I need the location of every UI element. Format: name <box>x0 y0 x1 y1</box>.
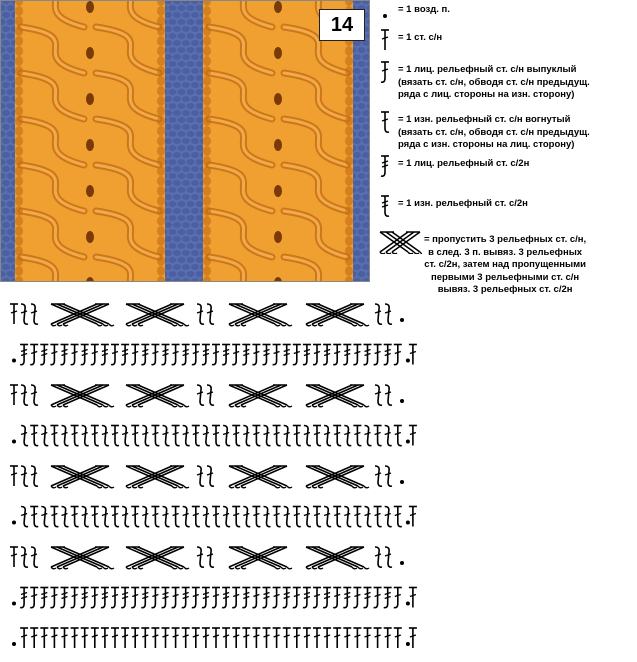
front-post-double-crochet-icon <box>131 345 139 365</box>
front-post-half-double-icon <box>242 345 250 365</box>
pattern-number: 14 <box>319 9 365 41</box>
cable-cross-icon <box>51 385 114 407</box>
chain-icon <box>12 521 16 525</box>
back-post-hook-icon <box>385 547 392 567</box>
back-post-hook-icon <box>62 507 69 527</box>
back-post-hook-icon <box>207 547 214 567</box>
back-post-double-crochet-icon <box>71 507 79 527</box>
double-crochet-icon <box>212 628 220 648</box>
cable-cross-icon <box>229 304 292 326</box>
back-post-double-crochet-icon <box>50 426 58 446</box>
front-post-double-crochet-icon <box>151 345 159 365</box>
back-post-hook-icon <box>21 304 28 324</box>
double-crochet-icon <box>30 628 38 648</box>
double-crochet-icon <box>378 26 392 52</box>
double-crochet-icon <box>394 628 402 648</box>
back-post-hook-icon <box>284 507 291 527</box>
front-post-half-double-icon <box>242 588 250 608</box>
legend-text: = 1 возд. п. <box>398 4 450 15</box>
back-post-hook-icon <box>375 466 382 486</box>
cable-cross-icon <box>306 385 369 407</box>
legend-text: = 1 ст. с/н <box>398 32 443 43</box>
front-post-half-double-icon <box>61 345 69 365</box>
front-post-double-crochet-icon <box>252 345 260 365</box>
back-post-hook-icon <box>183 507 190 527</box>
chain-icon <box>12 642 16 646</box>
front-post-double-crochet-icon <box>273 345 281 365</box>
back-post-hook-icon <box>203 507 210 527</box>
back-post-hook-icon <box>385 466 392 486</box>
back-post-double-crochet-icon <box>374 507 382 527</box>
back-post-double-crochet-icon <box>111 426 119 446</box>
double-crochet-icon <box>10 304 18 324</box>
back-post-double-crochet-icon <box>172 426 180 446</box>
front-post-half-double-icon <box>40 588 48 608</box>
back-post-double-crochet-icon <box>313 426 321 446</box>
front-post-half-double-icon <box>101 345 109 365</box>
double-crochet-icon <box>141 628 149 648</box>
back-post-hook-icon <box>82 426 89 446</box>
chain-icon <box>406 359 410 363</box>
front-post-double-crochet-icon <box>172 588 180 608</box>
back-post-hook-icon <box>264 426 271 446</box>
chain-icon <box>12 359 16 363</box>
back-post-hook-icon <box>122 426 129 446</box>
front-post-half-double-icon <box>81 345 89 365</box>
double-crochet-icon <box>162 628 170 648</box>
front-post-double-crochet-icon <box>50 345 58 365</box>
double-crochet-icon <box>111 628 119 648</box>
back-post-hook-icon <box>163 507 170 527</box>
back-post-hook-icon <box>304 426 311 446</box>
front-post-double-crochet-icon <box>252 588 260 608</box>
front-post-half-double-icon <box>121 345 129 365</box>
chain-icon <box>406 440 410 444</box>
back-post-double-crochet-icon <box>273 426 281 446</box>
front-post-double-crochet-icon <box>313 345 321 365</box>
back-post-hook-icon <box>385 304 392 324</box>
back-post-hook-icon <box>21 466 28 486</box>
front-post-half-double-icon <box>323 588 331 608</box>
front-post-double-crochet-icon <box>232 588 240 608</box>
back-post-double-crochet-icon <box>50 507 58 527</box>
double-crochet-icon <box>263 628 271 648</box>
front-post-double-crochet-icon <box>293 345 301 365</box>
back-post-double-crochet-icon <box>313 507 321 527</box>
double-crochet-icon <box>353 628 361 648</box>
cable-cross-icon <box>306 547 369 569</box>
cable-cross-icon <box>229 547 292 569</box>
back-post-double-crochet-icon <box>333 426 341 446</box>
back-post-hook-icon <box>385 426 392 446</box>
back-post-double-crochet-icon <box>394 426 402 446</box>
double-crochet-icon <box>232 628 240 648</box>
back-post-double-crochet-icon <box>192 507 200 527</box>
double-crochet-icon <box>50 628 58 648</box>
back-post-double-crochet-icon <box>192 426 200 446</box>
double-crochet-icon <box>61 628 69 648</box>
back-post-hook-icon <box>385 385 392 405</box>
back-post-hook-icon <box>365 426 372 446</box>
double-crochet-icon <box>182 628 190 648</box>
back-post-double-crochet-icon <box>30 507 38 527</box>
front-post-half-double-icon <box>202 345 210 365</box>
chain-icon <box>378 0 392 22</box>
cable-cross-icon <box>306 466 369 488</box>
cable-cross-icon <box>378 228 422 254</box>
back-post-hook-icon <box>183 426 190 446</box>
back-post-double-crochet-icon <box>374 426 382 446</box>
front-post-double-crochet-icon <box>71 588 79 608</box>
front-post-half-double-icon <box>263 345 271 365</box>
back-post-hook-icon <box>41 426 48 446</box>
double-crochet-icon <box>283 628 291 648</box>
back-post-hook-icon <box>207 304 214 324</box>
back-post-double-crochet-icon <box>172 507 180 527</box>
chain-icon <box>12 602 16 606</box>
double-crochet-icon <box>10 385 18 405</box>
back-post-double-crochet-icon <box>91 426 99 446</box>
front-post-double-crochet-icon <box>374 345 382 365</box>
cable-cross-icon <box>126 304 189 326</box>
front-post-half-double-icon <box>343 345 351 365</box>
double-crochet-icon <box>192 628 200 648</box>
back-post-hook-icon <box>324 426 331 446</box>
chain-icon <box>406 521 410 525</box>
front-post-double-crochet-icon <box>378 58 392 84</box>
front-post-half-double-icon <box>323 345 331 365</box>
front-post-double-crochet-icon <box>111 588 119 608</box>
double-crochet-icon <box>131 628 139 648</box>
double-crochet-icon <box>293 628 301 648</box>
front-post-half-double-icon <box>263 588 271 608</box>
double-crochet-icon <box>81 628 89 648</box>
crochet-chart <box>0 296 420 662</box>
cable-cross-icon <box>126 547 189 569</box>
back-post-hook-icon <box>122 507 129 527</box>
back-post-double-crochet-icon <box>151 426 159 446</box>
back-post-double-crochet-icon <box>333 507 341 527</box>
back-post-hook-icon <box>102 426 109 446</box>
front-post-half-double-icon <box>162 588 170 608</box>
double-crochet-icon <box>40 628 48 648</box>
front-post-half-double-icon <box>303 588 311 608</box>
back-post-hook-icon <box>365 507 372 527</box>
front-post-double-crochet-icon <box>353 345 361 365</box>
front-post-double-crochet-icon <box>192 588 200 608</box>
front-post-half-double-icon <box>61 588 69 608</box>
chain-icon <box>400 561 404 565</box>
legend-text: = 1 лиц. рельефный ст. с/н выпуклый (вязать ст. с/н, обводя ст. с/н предыдущ. ряда с лиц. стороны на изн. сторону) <box>398 64 590 100</box>
back-post-hook-icon <box>284 426 291 446</box>
cable-cross-icon <box>229 466 292 488</box>
front-post-half-double-icon <box>121 588 129 608</box>
front-post-half-double-icon <box>384 588 392 608</box>
front-post-double-crochet-icon <box>293 588 301 608</box>
front-post-double-crochet-icon <box>111 345 119 365</box>
double-crochet-icon <box>323 628 331 648</box>
legend-text: = 1 изн. рельефный ст. с/2н <box>398 198 528 209</box>
back-post-hook-icon <box>264 507 271 527</box>
back-post-double-crochet-icon <box>378 108 392 134</box>
legend-text: = 1 изн. рельефный ст. с/н вогнутый (вязать ст. с/н, обводя ст. с/н предыдущ. ряда с изн. стороны на лиц. сторону) <box>398 114 590 150</box>
back-post-hook-icon <box>223 426 230 446</box>
double-crochet-icon <box>409 345 417 365</box>
back-post-double-crochet-icon <box>353 507 361 527</box>
double-crochet-icon <box>313 628 321 648</box>
front-post-half-double-icon <box>303 345 311 365</box>
front-post-half-double-icon <box>378 152 392 178</box>
double-crochet-icon <box>303 628 311 648</box>
front-post-double-crochet-icon <box>192 345 200 365</box>
back-post-hook-icon <box>31 304 38 324</box>
front-post-half-double-icon <box>222 345 230 365</box>
front-post-double-crochet-icon <box>30 345 38 365</box>
back-post-double-crochet-icon <box>131 507 139 527</box>
double-crochet-icon <box>409 628 417 648</box>
double-crochet-icon <box>151 628 159 648</box>
back-post-hook-icon <box>385 507 392 527</box>
cable-cross-icon <box>126 466 189 488</box>
chain-icon <box>400 480 404 484</box>
double-crochet-icon <box>374 628 382 648</box>
double-crochet-icon <box>121 628 129 648</box>
back-post-double-crochet-icon <box>394 507 402 527</box>
front-post-double-crochet-icon <box>353 588 361 608</box>
double-crochet-icon <box>409 507 417 527</box>
back-post-hook-icon <box>197 466 204 486</box>
chain-icon <box>12 440 16 444</box>
front-post-double-crochet-icon <box>394 345 402 365</box>
cable-cross-icon <box>51 547 114 569</box>
cable-cross-icon <box>229 385 292 407</box>
back-post-hook-icon <box>304 507 311 527</box>
double-crochet-icon <box>242 628 250 648</box>
front-post-half-double-icon <box>343 588 351 608</box>
back-post-hook-icon <box>82 507 89 527</box>
double-crochet-icon <box>343 628 351 648</box>
back-post-hook-icon <box>197 547 204 567</box>
double-crochet-icon <box>252 628 260 648</box>
front-post-double-crochet-icon <box>333 345 341 365</box>
back-post-hook-icon <box>243 507 250 527</box>
double-crochet-icon <box>202 628 210 648</box>
back-post-double-crochet-icon <box>293 426 301 446</box>
front-post-double-crochet-icon <box>91 345 99 365</box>
cable-cross-icon <box>306 304 369 326</box>
back-post-double-crochet-icon <box>293 507 301 527</box>
back-post-hook-icon <box>21 507 28 527</box>
back-post-hook-icon <box>375 304 382 324</box>
front-post-double-crochet-icon <box>50 588 58 608</box>
double-crochet-icon <box>10 547 18 567</box>
front-post-double-crochet-icon <box>151 588 159 608</box>
front-post-half-double-icon <box>20 588 28 608</box>
knitted-fabric-image <box>1 1 370 282</box>
back-post-hook-icon <box>375 547 382 567</box>
back-post-hook-icon <box>62 426 69 446</box>
back-post-hook-icon <box>197 385 204 405</box>
front-post-half-double-icon <box>182 345 190 365</box>
cable-cross-icon <box>51 304 114 326</box>
double-crochet-icon <box>20 628 28 648</box>
front-post-half-double-icon <box>20 345 28 365</box>
back-post-hook-icon <box>375 385 382 405</box>
cable-cross-icon <box>126 385 189 407</box>
double-crochet-icon <box>409 588 417 608</box>
back-post-double-crochet-icon <box>212 507 220 527</box>
front-post-double-crochet-icon <box>212 588 220 608</box>
back-post-double-crochet-icon <box>71 426 79 446</box>
back-post-double-crochet-icon <box>212 426 220 446</box>
back-post-double-crochet-icon <box>30 426 38 446</box>
double-crochet-icon <box>409 426 417 446</box>
front-post-double-crochet-icon <box>172 345 180 365</box>
chain-icon <box>400 399 404 403</box>
front-post-double-crochet-icon <box>30 588 38 608</box>
back-post-double-crochet-icon <box>273 507 281 527</box>
front-post-double-crochet-icon <box>333 588 341 608</box>
back-post-hook-icon <box>21 426 28 446</box>
front-post-double-crochet-icon <box>313 588 321 608</box>
double-crochet-icon <box>10 466 18 486</box>
chain-icon <box>406 602 410 606</box>
front-post-half-double-icon <box>101 588 109 608</box>
front-post-double-crochet-icon <box>374 588 382 608</box>
back-post-double-crochet-icon <box>232 507 240 527</box>
double-crochet-icon <box>273 628 281 648</box>
front-post-double-crochet-icon <box>273 588 281 608</box>
front-post-half-double-icon <box>283 588 291 608</box>
double-crochet-icon <box>71 628 79 648</box>
back-post-hook-icon <box>21 385 28 405</box>
chain-icon <box>406 642 410 646</box>
front-post-half-double-icon <box>364 588 372 608</box>
chain-icon <box>400 318 404 322</box>
front-post-half-double-icon <box>162 345 170 365</box>
legend-text: = 1 лиц. рельефный ст. с/2н <box>398 158 530 169</box>
front-post-half-double-icon <box>283 345 291 365</box>
back-post-double-crochet-icon <box>232 426 240 446</box>
front-post-double-crochet-icon <box>394 588 402 608</box>
front-post-half-double-icon <box>141 345 149 365</box>
back-post-hook-icon <box>142 426 149 446</box>
back-post-hook-icon <box>163 426 170 446</box>
back-post-hook-icon <box>207 385 214 405</box>
stitch-sample-photo <box>0 0 370 282</box>
front-post-double-crochet-icon <box>91 588 99 608</box>
front-post-half-double-icon <box>141 588 149 608</box>
front-post-double-crochet-icon <box>212 345 220 365</box>
back-post-hook-icon <box>344 507 351 527</box>
front-post-half-double-icon <box>81 588 89 608</box>
cable-cross-icon <box>51 466 114 488</box>
double-crochet-icon <box>384 628 392 648</box>
back-post-double-crochet-icon <box>252 426 260 446</box>
double-crochet-icon <box>364 628 372 648</box>
back-post-double-crochet-icon <box>91 507 99 527</box>
back-post-double-crochet-icon <box>111 507 119 527</box>
back-post-double-crochet-icon <box>151 507 159 527</box>
double-crochet-icon <box>91 628 99 648</box>
back-post-hook-icon <box>31 385 38 405</box>
front-post-double-crochet-icon <box>131 588 139 608</box>
symbol-legend <box>378 0 637 300</box>
back-post-hook-icon <box>344 426 351 446</box>
front-post-half-double-icon <box>182 588 190 608</box>
front-post-half-double-icon <box>222 588 230 608</box>
back-post-hook-icon <box>31 466 38 486</box>
double-crochet-icon <box>101 628 109 648</box>
back-post-hook-icon <box>142 507 149 527</box>
front-post-half-double-icon <box>364 345 372 365</box>
double-crochet-icon <box>333 628 341 648</box>
double-crochet-icon <box>222 628 230 648</box>
back-post-hook-icon <box>203 426 210 446</box>
back-post-hook-icon <box>207 466 214 486</box>
back-post-hook-icon <box>197 304 204 324</box>
back-post-hook-icon <box>324 507 331 527</box>
front-post-double-crochet-icon <box>71 345 79 365</box>
front-post-double-crochet-icon <box>232 345 240 365</box>
back-post-hook-icon <box>31 547 38 567</box>
back-post-hook-icon <box>223 507 230 527</box>
back-post-hook-icon <box>41 507 48 527</box>
back-post-double-crochet-icon <box>353 426 361 446</box>
back-post-hook-icon <box>21 547 28 567</box>
back-post-hook-icon <box>243 426 250 446</box>
back-post-hook-icon <box>102 507 109 527</box>
legend-text: = пропустить 3 рельефных ст. с/н, в след. 3 п. вывяз. 3 рельефных ст. с/2н, затем над пропущенными первыми 3 рельефными ст. с/н вывяз. 3 рельефных ст. с/2н <box>424 234 587 295</box>
back-post-half-double-icon <box>378 192 392 218</box>
back-post-double-crochet-icon <box>131 426 139 446</box>
front-post-half-double-icon <box>40 345 48 365</box>
back-post-double-crochet-icon <box>252 507 260 527</box>
front-post-half-double-icon <box>384 345 392 365</box>
front-post-half-double-icon <box>202 588 210 608</box>
double-crochet-icon <box>172 628 180 648</box>
